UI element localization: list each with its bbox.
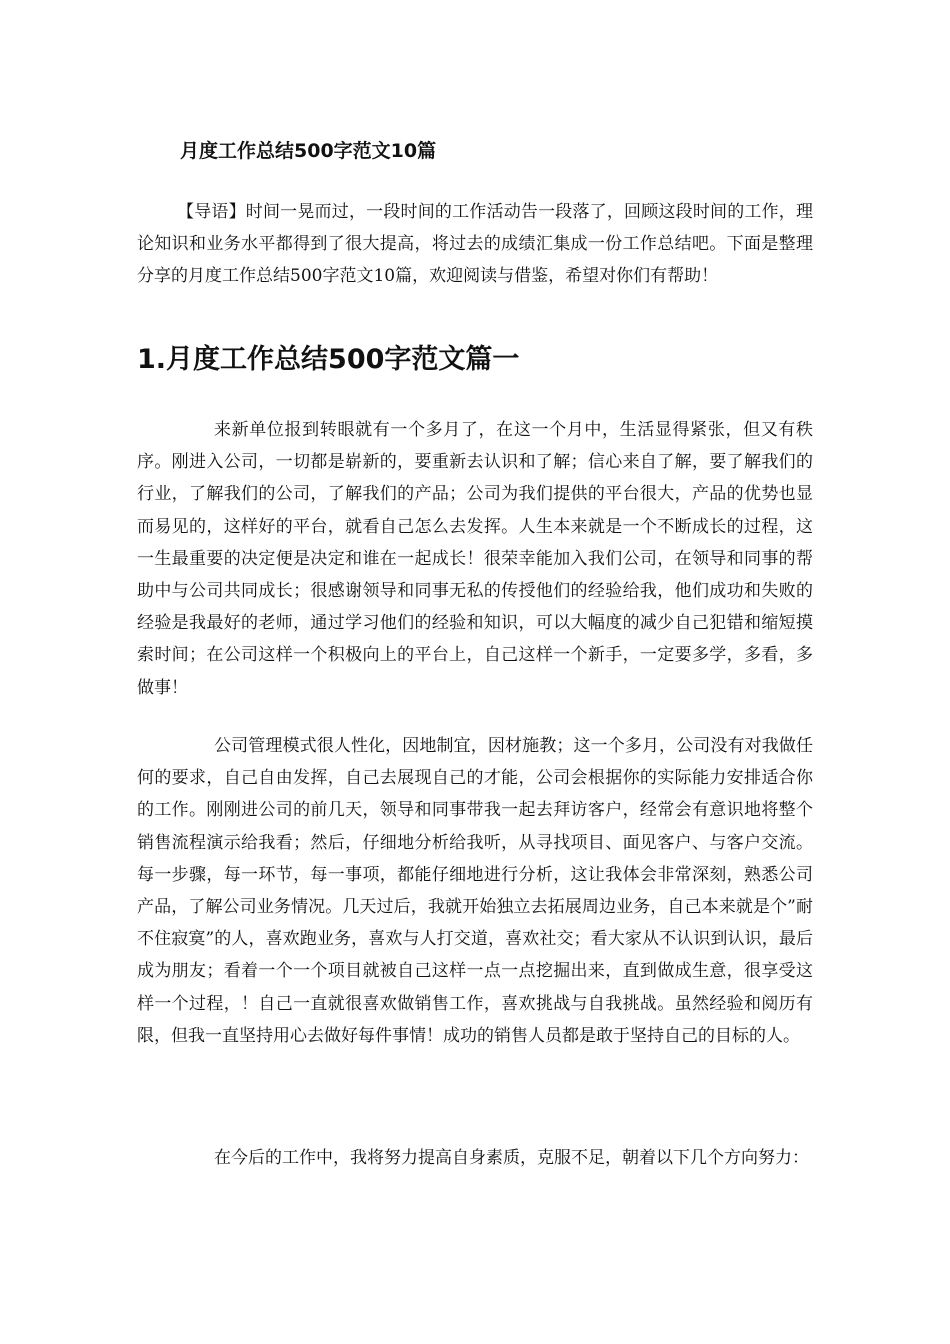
body-paragraph-3: 在今后的工作中，我将努力提高自身素质，克服不足，朝着以下几个方向努力： — [214, 1148, 809, 1168]
intro-paragraph: 【导语】时间一晃而过，一段时间的工作活动告一段落了，回顾这段时间的工作，理论知识和业务水平都得到了很大提高，将过去的成绩汇集成一份工作总结吧。下面是整理分享的月度工作总结500字范文10篇，欢迎阅读与借鉴，希望对你们有帮助！ — [137, 202, 813, 286]
document-title: 月度工作总结500字范文10篇 — [180, 140, 437, 162]
body-paragraph-1: 来新单位报到转眼就有一个多月了，在这一个月中，生活显得紧张，但又有秩序。刚进入公司，一切都是崭新的，要重新去认识和了解；信心来自了解，要了解我们的行业，了解我们的公司，了解我们的产品；公司为我们提供的平台很大，产品的优势也显而易见的，这样好的平台，就看自己怎么去发挥。人生本来就是一个不断成长的过程，这一生最重要的决定便是决定和谁在一起成长！很荣幸能加入我们公司，在领导和同事的帮助中与公司共同成长；很感谢领导和同事无私的传授他们的经验给我，他们成功和失败的经验是我最好的老师，通过学习他们的经验和知识，可以大幅度的减少自己犯错和缩短摸索时间；在公司这样一个积极向上的平台上，自己这样一个新手，一定要多学，多看，多做事！ — [137, 420, 813, 698]
section-heading: 1.月度工作总结500字范文篇一 — [137, 344, 520, 375]
body-paragraph-2: 公司管理模式很人性化，因地制宜，因材施教；这一个多月，公司没有对我做任何的要求，自己自由发挥，自己去展现自己的才能，公司会根据你的实际能力安排适合你的工作。刚刚进公司的前几天，领导和同事带我一起去拜访客户，经常会有意识地将整个销售流程演示给我看；然后，仔细地分析给我听，从寻找项目、面见客户、与客户交流。每一步骤，每一环节，每一事项，都能仔细地进行分析，这让我体会非常深刻，熟悉公司产品，了解公司业务情况。几天过后，我就开始独立去拓展周边业务，自己本来就是个”耐不住寂寞”的人，喜欢跑业务，喜欢与人打交道，喜欢社交；看大家从不认识到认识，最后成为朋友；看着一个一个项目就被自己这样一点一点挖掘出来，直到做成生意，很享受这样一个过程，！自己一直就很喜欢做销售工作，喜欢挑战与自我挑战。虽然经验和阅历有限，但我一直坚持用心去做好每件事情！成功的销售人员都是敢于坚持自己的目标的人。 — [137, 736, 813, 1046]
